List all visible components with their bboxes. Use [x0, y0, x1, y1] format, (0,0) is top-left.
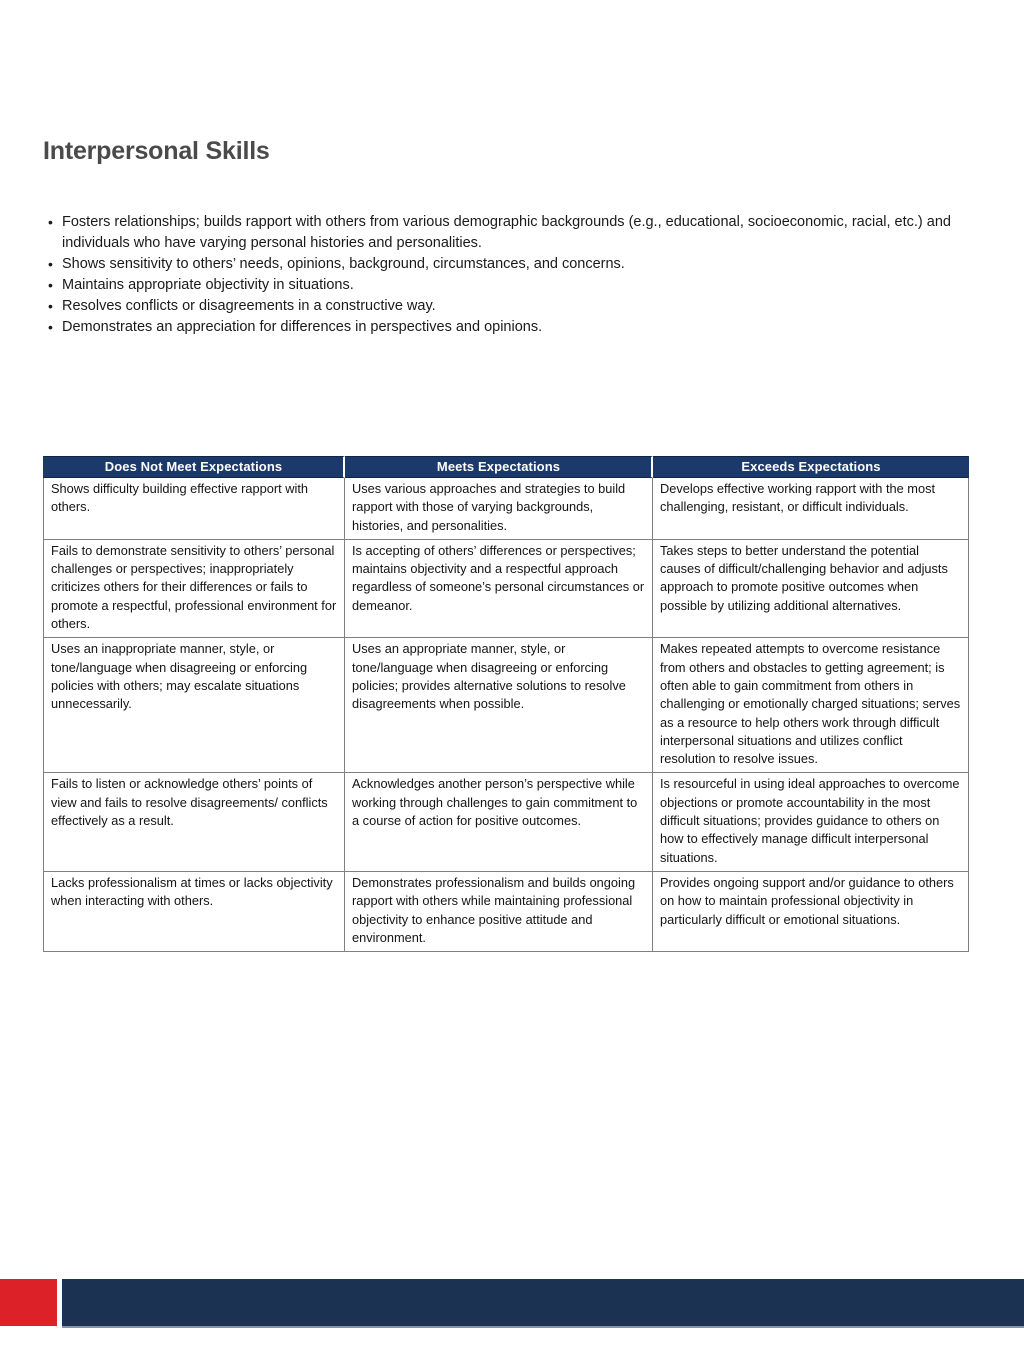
list-item-text: Demonstrates an appreciation for differences in perspectives and opinions.	[62, 319, 543, 335]
cell-does-not-meet: Fails to listen or acknowledge others’ points of view and fails to resolve disagreements/ conflicts effectively as a result.	[43, 773, 345, 871]
table-header-row	[43, 456, 969, 478]
cell-does-not-meet: Fails to demonstrate sensitivity to others’ personal challenges or perspectives; inappropriately criticizes others for their differences or fails to promote a respectful, professional environment for others.	[43, 540, 345, 638]
cell-exceeds: Is resourceful in using ideal approaches to overcome objections or promote accountability in the most difficult situations; provides guidance to others on how to effectively manage difficult interpersonal situations.	[653, 773, 969, 871]
column-header-exceeds: Exceeds Expectations	[653, 456, 969, 478]
list-item-text: Fosters relationships; builds rapport with others from various demographic backgrounds (e.g., educational, socioeconomic, racial, etc.) and individuals who have varying personal histories and personalities.	[62, 214, 951, 251]
list-item-text: Resolves conflicts or disagreements in a constructive way.	[62, 298, 436, 314]
footer-bar-underline	[62, 1326, 1024, 1328]
table-row	[43, 638, 969, 773]
column-header-meets: Meets Expectations	[345, 456, 653, 478]
cell-exceeds: Makes repeated attempts to overcome resistance from others and obstacles to getting agreement; is often able to gain commitment from others in challenging or emotionally charged situations; serves as a resource to help others work through difficult interpersonal situations and utilizes conflict resolution to resolve issues.	[653, 638, 969, 773]
cell-does-not-meet: Uses an inappropriate manner, style, or tone/language when disagreeing or enforcing policies with others; may escalate situations unnecessarily.	[43, 638, 345, 773]
cell-exceeds: Provides ongoing support and/or guidance to others on how to maintain professional objectivity in particularly difficult or emotional situations.	[653, 872, 969, 952]
list-item-text: Maintains appropriate objectivity in situations.	[62, 277, 354, 293]
cell-meets: Uses an appropriate manner, style, or tone/language when disagreeing or enforcing policies; provides alternative solutions to resolve disagreements when possible.	[345, 638, 653, 773]
rubric-table	[43, 456, 969, 952]
bullet-icon: •	[48, 298, 53, 314]
cell-meets: Acknowledges another person’s perspective while working through challenges to gain commitment to a course of action for positive outcomes.	[345, 773, 653, 871]
bullet-icon: •	[48, 277, 53, 293]
list-item-text: Shows sensitivity to others’ needs, opinions, background, circumstances, and concerns.	[62, 256, 625, 272]
table-row	[43, 540, 969, 638]
cell-meets: Uses various approaches and strategies to build rapport with those of varying backgrounds, histories, and personalities.	[345, 478, 653, 540]
cell-does-not-meet: Shows difficulty building effective rapport with others.	[43, 478, 345, 540]
bullet-icon: •	[48, 214, 53, 230]
column-header-does-not-meet: Does Not Meet Expectations	[43, 456, 345, 478]
cell-exceeds: Takes steps to better understand the potential causes of difficult/challenging behavior and adjusts approach to promote positive outcomes when possible by utilizing additional alternatives.	[653, 540, 969, 638]
page-title: Interpersonal Skills	[43, 136, 270, 165]
list-item	[44, 275, 969, 296]
list-item	[44, 317, 969, 338]
bullet-icon: •	[48, 256, 53, 272]
list-item	[44, 212, 969, 254]
footer-accent-red	[0, 1279, 57, 1326]
cell-meets: Demonstrates professionalism and builds ongoing rapport with others while maintaining professional objectivity to enhance positive attitude and environment.	[345, 872, 653, 952]
list-item	[44, 254, 969, 275]
table-row	[43, 773, 969, 871]
table-row	[43, 478, 969, 540]
list-item	[44, 296, 969, 317]
table-row	[43, 872, 969, 952]
bullet-icon: •	[48, 319, 53, 335]
cell-meets: Is accepting of others’ differences or perspectives; maintains objectivity and a respectful approach regardless of someone’s personal circumstances or demeanor.	[345, 540, 653, 638]
cell-does-not-meet: Lacks professionalism at times or lacks objectivity when interacting with others.	[43, 872, 345, 952]
footer-bar-navy	[62, 1279, 1024, 1326]
competency-bullet-list	[44, 212, 969, 338]
cell-exceeds: Develops effective working rapport with the most challenging, resistant, or difficult individuals.	[653, 478, 969, 540]
